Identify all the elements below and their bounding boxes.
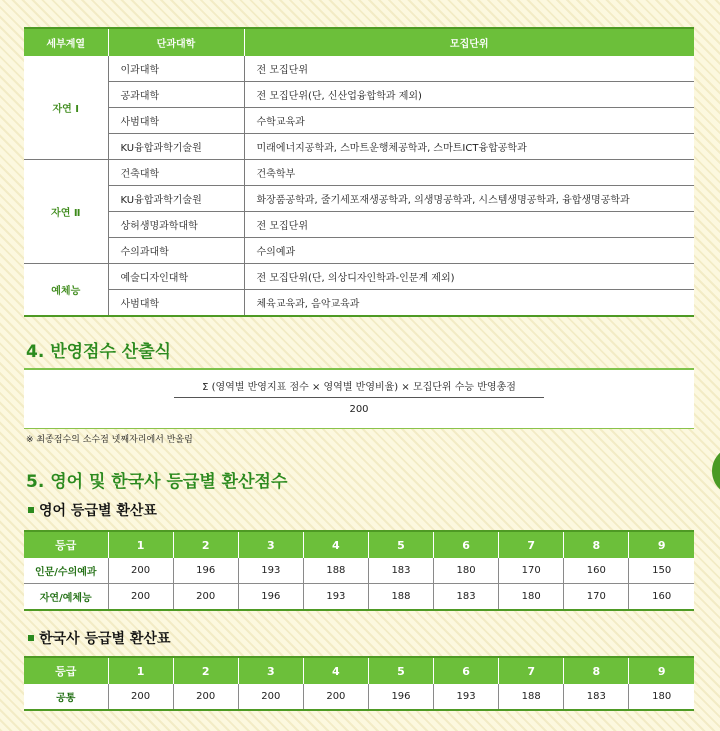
table-row [24, 160, 694, 186]
unit-cell: 화장품공학과, 줄기세포재생공학과, 의생명공학과, 시스템생명공학과, 융합생명공학과 [244, 186, 694, 212]
row-label: 공통 [24, 684, 108, 710]
score-cell: 196 [238, 584, 303, 611]
header-grade-7: 7 [499, 531, 564, 558]
college-cell: KU융합과학기술원 [108, 134, 244, 160]
score-cell: 183 [564, 684, 629, 710]
section-5-title: 5. 영어 및 한국사 등급별 환산점수 [26, 472, 288, 492]
unit-cell: 체육교육과, 음악교육과 [244, 290, 694, 317]
score-cell: 200 [238, 684, 303, 710]
history-subtitle [28, 628, 170, 648]
formula-box [24, 368, 694, 429]
unit-cell: 전 모집단위 [244, 56, 694, 82]
table-row [24, 134, 694, 160]
unit-cell: 수학교육과 [244, 108, 694, 134]
header-grade-4: 4 [303, 531, 368, 558]
header-grade-8: 8 [564, 531, 629, 558]
score-cell: 183 [368, 558, 433, 584]
table-header-row [24, 531, 694, 558]
english-subtitle-text: 영어 등급별 환산표 [39, 503, 157, 519]
table-row [24, 584, 694, 611]
header-grade: 등급 [24, 531, 108, 558]
score-cell: 188 [368, 584, 433, 611]
category-arts-sports: 예체능 [24, 264, 108, 317]
table-header-row [24, 657, 694, 684]
history-subtitle-text: 한국사 등급별 환산표 [39, 631, 171, 647]
college-cell: 사범대학 [108, 108, 244, 134]
rounding-note: ※ 최종점수의 소수점 넷째자리에서 반올림 [26, 435, 193, 445]
table-row [24, 684, 694, 710]
score-cell: 200 [173, 584, 238, 611]
header-grade-3: 3 [238, 531, 303, 558]
recruitment-unit-table [24, 27, 694, 317]
header-grade-6: 6 [434, 657, 499, 684]
header-grade-7: 7 [499, 657, 564, 684]
table-row [24, 108, 694, 134]
table-row [24, 186, 694, 212]
header-grade-3: 3 [238, 657, 303, 684]
formula-numerator: Σ (영역별 반영지표 점수 × 영역별 반영비율) × 모집단위 수능 반영총점 [202, 382, 516, 393]
table-row [24, 558, 694, 584]
category-nature-2: 자연 Ⅱ [24, 160, 108, 264]
header-grade-5: 5 [368, 531, 433, 558]
college-cell: 이과대학 [108, 56, 244, 82]
score-cell: 200 [108, 684, 173, 710]
english-grade-table [24, 530, 694, 611]
header-grade-2: 2 [173, 657, 238, 684]
score-cell: 160 [564, 558, 629, 584]
section-4-title: 4. 반영점수 산출식 [26, 342, 172, 362]
table-row [24, 238, 694, 264]
college-cell: 공과대학 [108, 82, 244, 108]
score-cell: 170 [564, 584, 629, 611]
score-cell: 193 [238, 558, 303, 584]
header-subfield: 세부계열 [24, 28, 108, 56]
college-cell: 건축대학 [108, 160, 244, 186]
header-grade-4: 4 [303, 657, 368, 684]
header-grade: 등급 [24, 657, 108, 684]
table-row [24, 264, 694, 290]
unit-cell: 건축학부 [244, 160, 694, 186]
header-grade-6: 6 [434, 531, 499, 558]
college-cell: 상허생명과학대학 [108, 212, 244, 238]
table-row [24, 290, 694, 317]
score-cell: 188 [499, 684, 564, 710]
header-grade-9: 9 [629, 657, 694, 684]
score-cell: 196 [173, 558, 238, 584]
row-label: 자연/예체능 [24, 584, 108, 611]
score-cell: 193 [434, 684, 499, 710]
unit-cell: 수의예과 [244, 238, 694, 264]
college-cell: 예술디자인대학 [108, 264, 244, 290]
score-cell: 188 [303, 558, 368, 584]
table-row [24, 82, 694, 108]
table-row [24, 212, 694, 238]
score-cell: 160 [629, 584, 694, 611]
english-subtitle [28, 500, 157, 520]
score-cell: 200 [108, 558, 173, 584]
score-cell: 183 [434, 584, 499, 611]
unit-cell: 전 모집단위(단, 신산업융합학과 제외) [244, 82, 694, 108]
category-nature-1: 자연 Ⅰ [24, 56, 108, 160]
header-grade-8: 8 [564, 657, 629, 684]
header-unit: 모집단위 [244, 28, 694, 56]
table-row [24, 56, 694, 82]
score-cell: 193 [303, 584, 368, 611]
score-cell: 196 [368, 684, 433, 710]
score-cell: 200 [303, 684, 368, 710]
square-bullet-icon [28, 635, 34, 641]
row-label: 인문/수의예과 [24, 558, 108, 584]
header-grade-1: 1 [108, 657, 173, 684]
unit-cell: 미래에너지공학과, 스마트운행체공학과, 스마트ICT융합공학과 [244, 134, 694, 160]
header-grade-9: 9 [629, 531, 694, 558]
score-cell: 180 [629, 684, 694, 710]
score-cell: 150 [629, 558, 694, 584]
header-grade-1: 1 [108, 531, 173, 558]
score-cell: 180 [499, 584, 564, 611]
college-cell: 사범대학 [108, 290, 244, 317]
college-cell: 수의과대학 [108, 238, 244, 264]
fraction-line [174, 397, 544, 398]
formula-denominator: 200 [349, 404, 369, 415]
score-cell: 180 [434, 558, 499, 584]
header-grade-5: 5 [368, 657, 433, 684]
korean-history-grade-table [24, 656, 694, 711]
header-grade-2: 2 [173, 531, 238, 558]
college-cell: KU융합과학기술원 [108, 186, 244, 212]
unit-cell: 전 모집단위 [244, 212, 694, 238]
score-cell: 200 [173, 684, 238, 710]
header-college: 단과대학 [108, 28, 244, 56]
table-header-row [24, 28, 694, 56]
unit-cell: 전 모집단위(단, 의상디자인학과-인문계 제외) [244, 264, 694, 290]
side-tab-marker [712, 446, 720, 496]
score-cell: 200 [108, 584, 173, 611]
square-bullet-icon [28, 507, 34, 513]
score-cell: 170 [499, 558, 564, 584]
